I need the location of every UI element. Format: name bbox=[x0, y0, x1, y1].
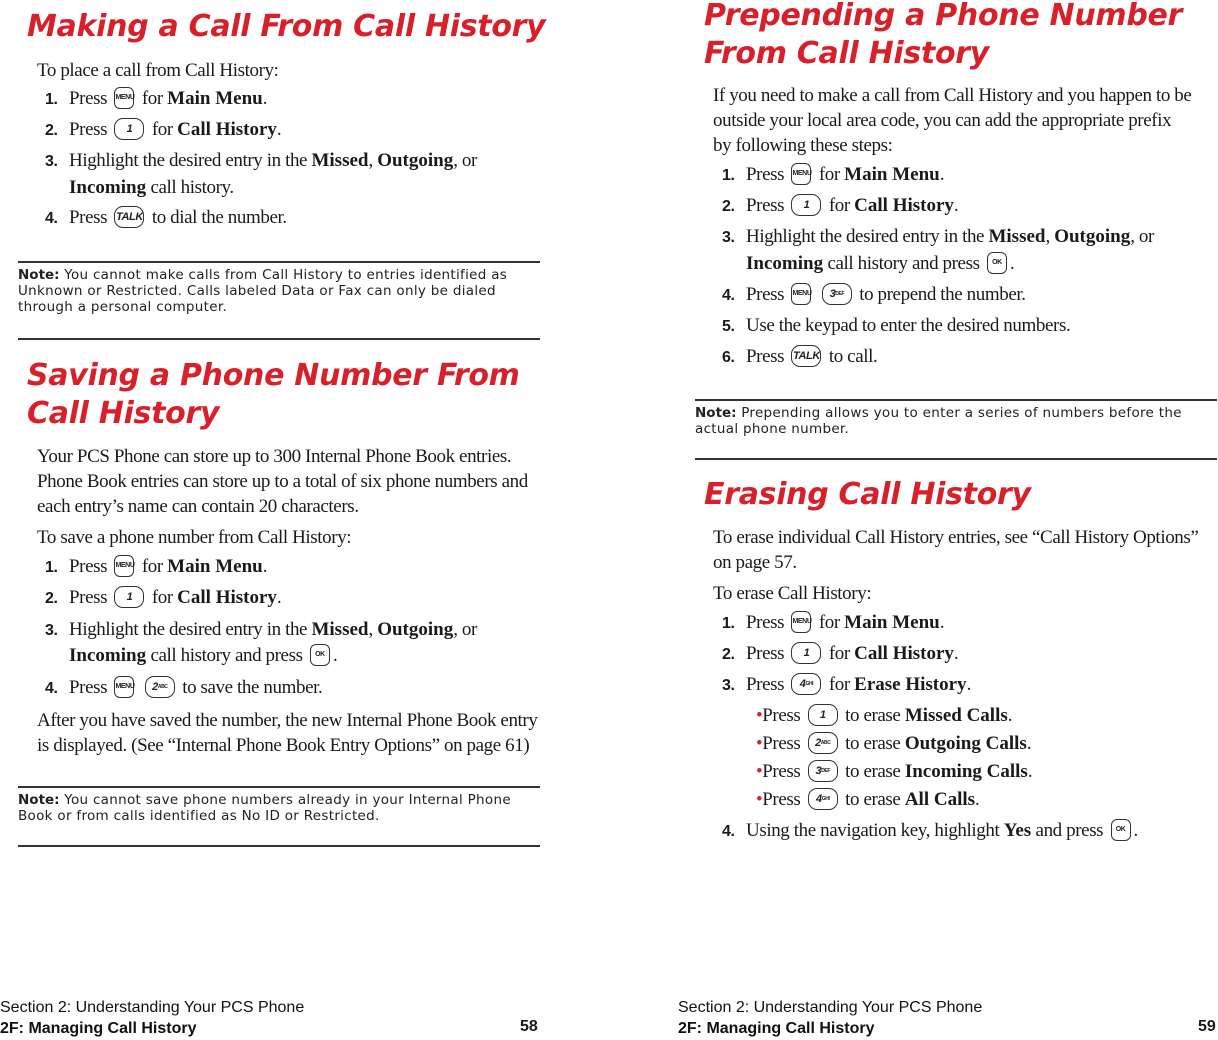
step-item: 3. Press $4^{GHI}$ for Erase History. bbox=[722, 674, 971, 695]
step-item: 4. Using the navigation key, highlight Yes and press OK . bbox=[722, 820, 1138, 841]
bullet-item: •Press $3^{DEF}$ to erase Incoming Calls. bbox=[756, 761, 1033, 782]
step-item: 2. Press 1 for Call History. bbox=[45, 587, 282, 608]
step-continuation: Incoming call history. bbox=[69, 177, 234, 198]
intro-text: To save a phone number from Call History: bbox=[37, 527, 352, 548]
intro-text: To place a call from Call History: bbox=[37, 60, 279, 81]
step-item: 4. Press MENU $2^{ABC}$ to save the number. bbox=[45, 677, 323, 698]
talk-key-icon: TALK bbox=[791, 345, 821, 367]
step-item: 2. Press 1 for Call History. bbox=[45, 119, 282, 140]
note-box: Note: Prepending allows you to enter a series of numbers before the actual phone number. bbox=[695, 399, 1217, 460]
key-2-icon: $2^{ABC}$ bbox=[808, 732, 838, 754]
key-4-icon: $4^{GHI}$ bbox=[791, 673, 821, 695]
menu-key-icon: MENU bbox=[114, 676, 134, 698]
note-box: Note: You cannot make calls from Call History to entries identified as Unknown or Restricted. Calls labeled Data or Fax can only be dialed through a personal computer. bbox=[18, 261, 540, 340]
step-item: 4. Press MENU $3^{DEF}$ to prepend the number. bbox=[722, 284, 1026, 305]
bullet-item: •Press 1 to erase Missed Calls. bbox=[756, 705, 1013, 726]
key-1-icon: 1 bbox=[114, 118, 144, 140]
step-item: 3. Highlight the desired entry in the Missed, Outgoing, or bbox=[45, 150, 477, 171]
section-title-prepending: Prepending a Phone Number From Call History bbox=[704, 0, 1183, 71]
menu-key-icon: MENU bbox=[791, 611, 811, 633]
menu-key-icon: MENU bbox=[114, 87, 134, 109]
step-item: 3. Highlight the desired entry in the Missed, Outgoing, or bbox=[722, 226, 1154, 247]
ok-key-icon: OK bbox=[1111, 819, 1131, 841]
section-title-saving: Saving a Phone Number From Call History bbox=[27, 358, 520, 431]
step-item: 1. Press MENU for Main Menu. bbox=[45, 88, 268, 109]
step-continuation: Incoming call history and press OK . bbox=[746, 253, 1015, 274]
ok-key-icon: OK bbox=[310, 644, 330, 666]
bullet-item: •Press $4^{GHI}$ to erase All Calls. bbox=[756, 789, 980, 810]
footer: Section 2: Understanding Your PCS Phone 2F: Managing Call History bbox=[678, 999, 983, 1037]
step-item: 6. Press TALK to call. bbox=[722, 346, 878, 367]
step-item: 2. Press 1 for Call History. bbox=[722, 643, 959, 664]
talk-key-icon: TALK bbox=[114, 206, 144, 228]
step-continuation: Incoming call history and press OK . bbox=[69, 645, 338, 666]
step-item: 5. Use the keypad to enter the desired numbers. bbox=[722, 315, 1071, 336]
menu-key-icon: MENU bbox=[791, 163, 811, 185]
key-1-icon: 1 bbox=[791, 642, 821, 664]
note-box: Note: You cannot save phone numbers already in your Internal Phone Book or from calls identified as No ID or Restricted. bbox=[18, 786, 540, 847]
key-3-icon: $3^{DEF}$ bbox=[822, 283, 852, 305]
step-item: 3. Highlight the desired entry in the Missed, Outgoing, or bbox=[45, 619, 477, 640]
ok-key-icon: OK bbox=[987, 252, 1007, 274]
left-page bbox=[0, 0, 560, 1040]
key-1-icon: 1 bbox=[808, 704, 838, 726]
body-paragraph: Your PCS Phone can store up to 300 Internal Phone Book entries. Phone Book entries can store up to a total of six phone numbers and each entry’s name can contain 20 characters. bbox=[37, 446, 528, 517]
footer: Section 2: Understanding Your PCS Phone 2F: Managing Call History bbox=[0, 999, 305, 1037]
bullet-item: •Press $2^{ABC}$ to erase Outgoing Calls. bbox=[756, 733, 1032, 754]
body-paragraph: After you have saved the number, the new Internal Phone Book entry is displayed. (See “Internal Phone Book Entry Options” on page 61) bbox=[37, 710, 538, 756]
page-number: 59 bbox=[1198, 1018, 1216, 1035]
section-title-erasing: Erasing Call History bbox=[704, 477, 1031, 512]
intro-text: To erase Call History: bbox=[713, 583, 872, 604]
section-title-making-call: Making a Call From Call History bbox=[27, 9, 546, 44]
body-paragraph: If you need to make a call from Call History and you happen to be outside your local area code, you can add the appropriate prefix by following these steps: bbox=[713, 85, 1192, 156]
step-item: 1. Press MENU for Main Menu. bbox=[722, 164, 945, 185]
page-number: 58 bbox=[520, 1018, 538, 1035]
step-item: 2. Press 1 for Call History. bbox=[722, 195, 959, 216]
step-item: 1. Press MENU for Main Menu. bbox=[722, 612, 945, 633]
menu-key-icon: MENU bbox=[114, 555, 134, 577]
body-paragraph: To erase individual Call History entries, see “Call History Options” on page 57. bbox=[713, 527, 1199, 573]
menu-key-icon: MENU bbox=[791, 283, 811, 305]
key-3-icon: $3^{DEF}$ bbox=[808, 760, 838, 782]
step-item: 4. Press TALK to dial the number. bbox=[45, 207, 287, 228]
right-page bbox=[678, 0, 1218, 1040]
step-item: 1. Press MENU for Main Menu. bbox=[45, 556, 268, 577]
key-1-icon: 1 bbox=[114, 586, 144, 608]
key-4-icon: $4^{GHI}$ bbox=[808, 788, 838, 810]
key-1-icon: 1 bbox=[791, 194, 821, 216]
key-2-icon: $2^{ABC}$ bbox=[145, 676, 175, 698]
